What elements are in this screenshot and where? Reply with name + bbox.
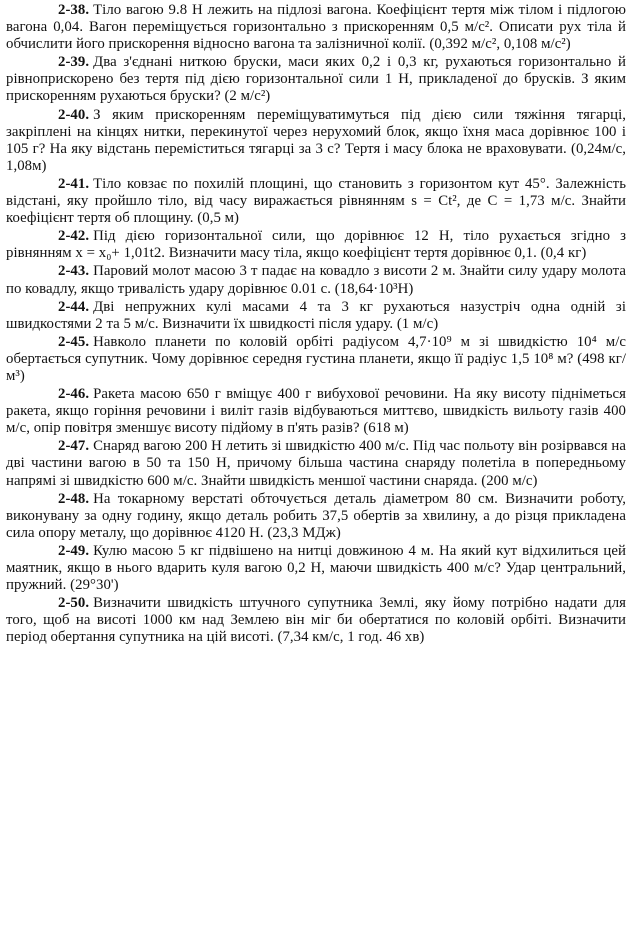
problem-item: [6, 595, 626, 646]
problem-text: Під дією горизонтальної сили, що дорівнює 12 Н, тіло рухається згідно з рівнянням x = x₀+ 1,01t2. Визначити масу тіла, якщо коефіцієнт тертя дорівнює 0,1. (0,4 кг): [6, 228, 626, 262]
problem-item: [6, 543, 626, 594]
problem-text: З яким прискоренням переміщуватимуться під дією сили тяжіння тягарці, закріплені на кінцях нитки, перекинутої через нерухомий блок, якщо їхня маса дорівнює 100 і 105 г? На яку відстань переміститься тягарці за 3 с? Тертя і масу блока не враховувати. (0,24м/с, 1,08м): [6, 106, 626, 174]
problem-item: [6, 228, 626, 262]
problem-text: Кулю масою 5 кг підвішено на нитці довжиною 4 м. На який кут відхилиться цей маятник, якщо в нього вдарить куля вагою 0,2 Н, маючи швидкість 400 м/с? Удар центральний, пружний. (29°30'): [6, 542, 626, 594]
problem-text: Визначити швидкість штучного супутника Землі, яку йому потрібно надати для того, щоб на висоті 1000 км над Землею він міг би обертатися по коловій орбіті. Визначити період обертання супутника на цій висоті. (7,34 км/с, 1 год. 46 хв): [6, 595, 626, 646]
problem-number: 2-46.: [58, 386, 90, 403]
problem-number: 2-38.: [58, 2, 90, 18]
problem-number: 2-44.: [58, 298, 90, 315]
problem-text: Паровий молот масою 3 т падає на ковадло з висоти 2 м. Знайти силу удару молота по ковадлу, якщо тривалість удару дорівнює 0.01 с. (18,64·10³Н): [6, 263, 626, 297]
problem-item: [6, 491, 626, 542]
problem-number: 2-45.: [58, 333, 90, 350]
problem-number: 2-41.: [58, 175, 90, 192]
problem-text: Снаряд вагою 200 Н летить зі швидкістю 400 м/с. Під час польоту він розірвався на дві частини вагою в 50 та 150 Н, причому більша частина снаряду полетіла в попередньому напрямі зі швидкістю 600 м/с. Знайти швидкість меншої частини снаряда. (200 м/с): [6, 438, 626, 489]
problem-item: [6, 107, 626, 175]
problem-text: Навколо планети по коловій орбіті радіусом 4,7·10⁹ м зі швидкістю 10⁴ м/с обертається супутник. Чому дорівнює середня густина планети, якщо її радіус 1,5 10⁸ м? (498 кг/м³): [6, 333, 626, 384]
problem-item: [6, 176, 626, 227]
problem-text: Тіло ковзає по похилій площині, що становить з горизонтом кут 45°. Залежність відстані, яку пройшло тіло, від часу виражається рівнянням s = Ct², де C = 1,73 м/с. Знайти коефіцієнт тертя об площину. (0,5 м): [6, 175, 626, 227]
problem-text: Тіло вагою 9.8 Н лежить на підлозі вагона. Коефіцієнт тертя між тілом і підлогою вагона 0,04. Вагон переміщується горизонтально з прискоренням 0,5 м/с². Описати рух тіла й обчислити його прискорення відносно вагона та залізничної колії. (0,392 м/с², 0,108 м/с²): [6, 2, 626, 53]
problem-item: [6, 54, 626, 105]
problem-number: 2-40.: [58, 106, 90, 123]
problem-list: [6, 2, 626, 646]
problem-item: [6, 334, 626, 385]
problem-number: 2-39.: [58, 54, 90, 71]
problem-item: [6, 299, 626, 333]
problem-number: 2-42.: [58, 228, 90, 245]
problem-item: [6, 2, 626, 53]
problem-number: 2-50.: [58, 595, 90, 612]
problem-text: Два з'єднані ниткою бруски, маси яких 0,2 і 0,3 кг, рухаються горизонтально й рівноприскорено без тертя під дією горизонтальної сили 1 Н, прикладеної до брусків. З яким прискоренням рухаються бруски? (2 м/с²): [6, 54, 626, 105]
problem-number: 2-48.: [58, 490, 90, 507]
problem-number: 2-47.: [58, 438, 90, 455]
problem-text: Ракета масою 650 г вміщує 400 г вибухової речовини. На яку висоту підніметься ракета, якщо горіння речовини і виліт газів відбуваються миттєво, швидкість вильоту газів 400 м/с, опір повітря зменшує висоту підйому в п'ять разів? (618 м): [6, 386, 626, 437]
problem-text: Дві непружних кулі масами 4 та 3 кг рухаються назустріч одна одній зі швидкостями 2 та 5 м/с. Визначити їх швидкості після удару. (1 м/с): [6, 298, 626, 332]
problem-number: 2-43.: [58, 263, 90, 280]
problem-number: 2-49.: [58, 542, 90, 559]
problem-item: [6, 386, 626, 437]
problem-item: [6, 263, 626, 297]
problem-text: На токарному верстаті обточується деталь діаметром 80 см. Визначити роботу, виконувану за одну годину, якщо деталь робить 37,5 обертів за хвилину, а до різця прикладена сила опору металу, що дорівнює 4120 Н. (23,3 МДж): [6, 490, 626, 541]
problem-item: [6, 438, 626, 489]
